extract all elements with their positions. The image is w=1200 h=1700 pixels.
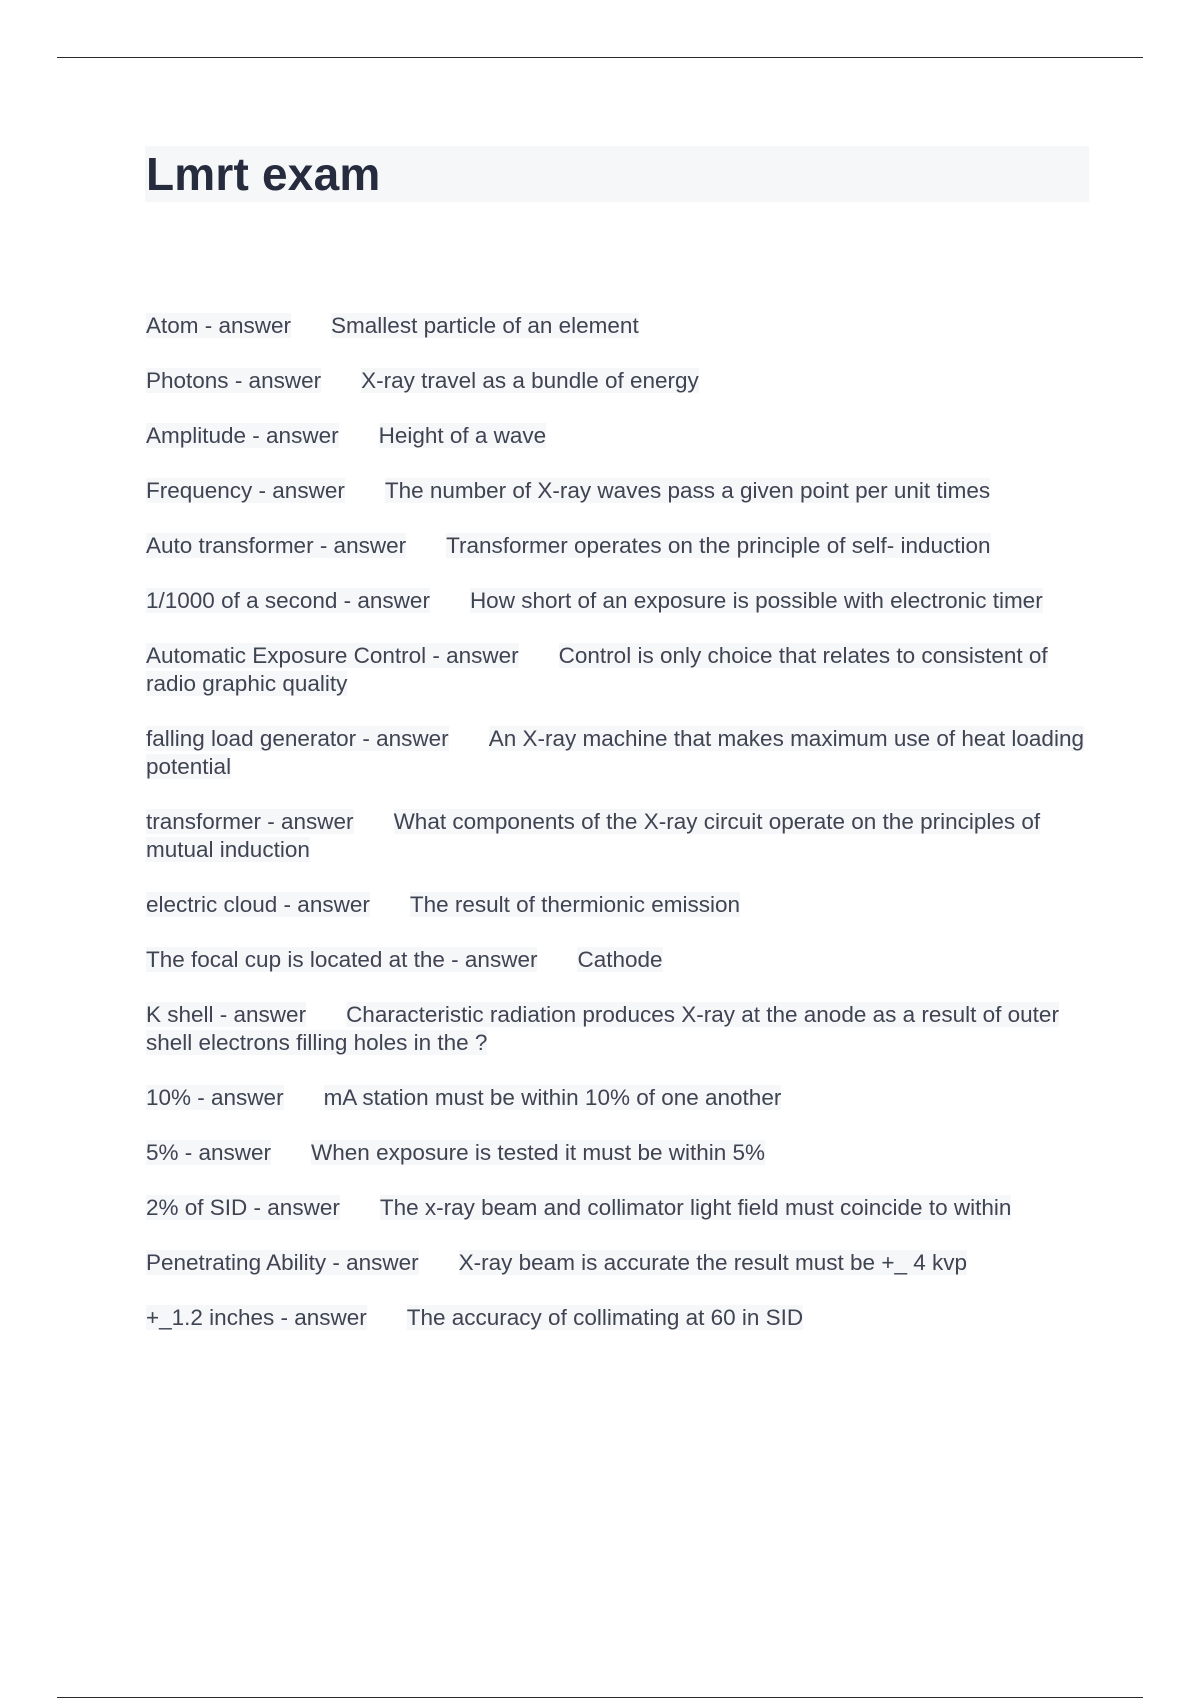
qa-term: 5% - answer: [146, 1140, 272, 1165]
top-rule: [57, 57, 1143, 58]
qa-item-amplitude: [146, 422, 1090, 450]
qa-item-collimation-accuracy: [146, 1304, 1090, 1332]
qa-definition: The result of thermionic emission: [409, 892, 740, 917]
qa-item-auto-transformer: [146, 532, 1090, 560]
qa-definition: Characteristic radiation produces X-ray at the anode as a result of outer shell electrons filling holes in the ?: [146, 1002, 1059, 1055]
qa-item-aec: [146, 642, 1090, 698]
qa-item-photons: [146, 367, 1090, 395]
qa-definition: How short of an exposure is possible with electronic timer: [469, 588, 1043, 613]
qa-term: 2% of SID - answer: [146, 1195, 340, 1220]
qa-item-transformer: [146, 808, 1090, 864]
qa-term: 10% - answer: [146, 1085, 284, 1110]
qa-definition: When exposure is tested it must be within 5%: [311, 1140, 766, 1165]
qa-definition: An X-ray machine that makes maximum use of heat loading potential: [146, 726, 1084, 779]
qa-definition: The accuracy of collimating at 60 in SID: [406, 1305, 804, 1330]
qa-item-penetrating-ability: [146, 1249, 1090, 1277]
qa-item-two-percent-sid: [146, 1194, 1090, 1222]
qa-item-atom: [146, 312, 1090, 340]
qa-definition: The x-ray beam and collimator light field must coincide to within: [379, 1195, 1012, 1220]
qa-term: falling load generator - answer: [146, 726, 449, 751]
qa-term: Atom - answer: [146, 313, 292, 338]
qa-term: electric cloud - answer: [146, 892, 370, 917]
qa-item-falling-load: [146, 725, 1090, 781]
qa-definition: Smallest particle of an element: [331, 313, 639, 338]
qa-term: The focal cup is located at the - answer: [146, 947, 538, 972]
bottom-rule: [57, 1697, 1143, 1698]
qa-definition: What components of the X-ray circuit operate on the principles of mutual induction: [146, 809, 1041, 862]
qa-item-focal-cup: [146, 946, 1090, 974]
qa-term: K shell - answer: [146, 1002, 307, 1027]
qa-term: Frequency - answer: [146, 478, 345, 503]
qa-definition: The number of X-ray waves pass a given point per unit times: [384, 478, 991, 503]
qa-term: Auto transformer - answer: [146, 533, 407, 558]
qa-list: [146, 312, 1090, 1359]
qa-definition: Cathode: [577, 947, 663, 972]
qa-term: 1/1000 of a second - answer: [146, 588, 430, 613]
qa-term: Photons - answer: [146, 368, 322, 393]
qa-term: transformer - answer: [146, 809, 354, 834]
qa-definition: X-ray beam is accurate the result must be +_ 4 kvp: [458, 1250, 967, 1275]
qa-item-k-shell: [146, 1001, 1090, 1057]
qa-definition: Height of a wave: [378, 423, 547, 448]
qa-definition: Control is only choice that relates to consistent of radio graphic quality: [146, 643, 1048, 696]
qa-item-ten-percent: [146, 1084, 1090, 1112]
qa-term: Automatic Exposure Control - answer: [146, 643, 519, 668]
page-title: Lmrt exam: [146, 148, 381, 200]
qa-term: Amplitude - answer: [146, 423, 339, 448]
qa-term: Penetrating Ability - answer: [146, 1250, 419, 1275]
qa-item-five-percent: [146, 1139, 1090, 1167]
qa-item-exposure-time: [146, 587, 1090, 615]
qa-definition: Transformer operates on the principle of self- induction: [446, 533, 991, 558]
qa-term: +_1.2 inches - answer: [146, 1305, 367, 1330]
qa-item-electric-cloud: [146, 891, 1090, 919]
qa-definition: X-ray travel as a bundle of energy: [361, 368, 699, 393]
qa-item-frequency: [146, 477, 1090, 505]
qa-definition: mA station must be within 10% of one another: [323, 1085, 782, 1110]
